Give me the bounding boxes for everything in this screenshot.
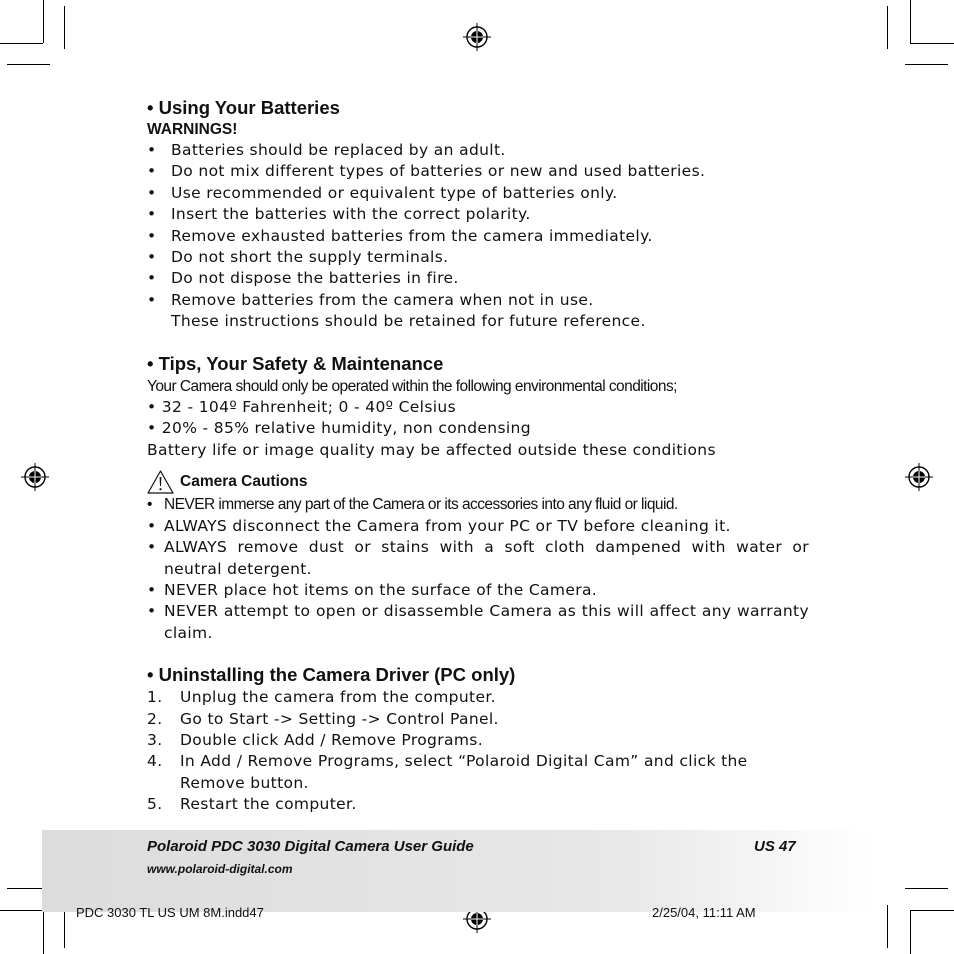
- list-item: • Batteries should be replaced by an adult.: [147, 140, 809, 161]
- step-number: 3.: [147, 730, 163, 749]
- step-text: Restart the computer.: [180, 795, 357, 814]
- warnings-label: WARNINGS!: [147, 121, 238, 138]
- step-number: 5.: [147, 795, 163, 814]
- footer-url: www.polaroid-digital.com: [147, 862, 293, 876]
- list-item: • NEVER place hot items on the surface of the Camera.: [147, 580, 809, 601]
- list-item: • Remove exhausted batteries from the camera immediately.: [147, 226, 809, 247]
- step-number: 4.: [147, 752, 163, 771]
- crop-mark: [887, 905, 888, 948]
- list-item: • Do not short the supply terminals.: [147, 247, 809, 268]
- slug-file: PDC 3030 TL US UM 8M.indd: [76, 905, 250, 920]
- registration-mark-icon: [905, 463, 933, 491]
- footer-guide-title: Polaroid PDC 3030 Digital Camera User Guide: [147, 838, 474, 855]
- step-number: 2.: [147, 709, 163, 728]
- step-text: Double click Add / Remove Programs.: [180, 730, 483, 749]
- list-item: • Use recommended or equivalent type of batteries only.: [147, 183, 809, 204]
- list-item: [147, 709, 809, 730]
- cautions-heading: Camera Cautions: [180, 473, 308, 491]
- warning-triangle-icon: [147, 470, 174, 494]
- crop-mark: [910, 910, 954, 911]
- step-text: Unplug the camera from the computer.: [180, 688, 496, 707]
- crop-mark: [910, 910, 911, 954]
- crop-mark: [64, 6, 65, 49]
- battery-life-note: Battery life or image quality may be affected outside these conditions: [147, 440, 716, 459]
- page-content: [147, 96, 809, 816]
- list-item: • Remove batteries from the camera when not in use.: [147, 290, 809, 311]
- list-item: [147, 751, 809, 794]
- list-item: • ALWAYS remove dust or stains with a soft cloth dampened with water or neutral detergent.: [147, 537, 809, 580]
- retain-note: These instructions should be retained for future reference.: [171, 312, 646, 331]
- list-item: • Do not dispose the batteries in fire.: [147, 268, 809, 289]
- registration-mark-icon: [21, 463, 49, 491]
- slug-timestamp: 2/25/04, 11:11 AM: [652, 905, 756, 920]
- slug-file-name: [76, 905, 264, 920]
- uninstall-section: [147, 663, 809, 815]
- list-item: • Insert the batteries with the correct polarity.: [147, 204, 809, 225]
- crop-mark: [0, 43, 43, 44]
- crop-mark: [43, 0, 44, 43]
- list-item: [147, 730, 809, 751]
- crop-mark: [887, 6, 888, 49]
- crop-mark: [0, 910, 43, 911]
- condition-line: • 32 - 104º Fahrenheit; 0 - 40º Celsius: [147, 398, 457, 417]
- list-item: • Do not mix different types of batteries or new and used batteries.: [147, 161, 809, 182]
- footer-page-number: US 47: [754, 838, 796, 855]
- registration-mark-icon: [463, 23, 491, 51]
- list-item: [147, 687, 809, 708]
- tips-section: [147, 352, 809, 462]
- uninstall-steps: [147, 687, 809, 815]
- list-item: • ALWAYS disconnect the Camera from your PC or TV before cleaning it.: [147, 516, 809, 537]
- tips-intro: Your Camera should only be operated within the following environmental conditions;: [147, 377, 677, 395]
- crop-mark: [910, 43, 954, 44]
- step-text: In Add / Remove Programs, select “Polaroid Digital Cam” and click the Remove button.: [180, 752, 748, 792]
- crop-mark: [905, 64, 948, 65]
- step-text: Go to Start -> Setting -> Control Panel.: [180, 709, 499, 728]
- crop-mark: [910, 0, 911, 43]
- uninstall-heading: • Uninstalling the Camera Driver (PC only): [147, 664, 516, 686]
- cautions-heading-row: [147, 470, 809, 494]
- crop-mark: [7, 64, 50, 65]
- tips-heading: • Tips, Your Safety & Maintenance: [147, 352, 444, 374]
- batteries-section: [147, 96, 809, 333]
- cautions-list: [147, 494, 809, 644]
- list-item: [147, 794, 809, 815]
- crop-mark: [905, 888, 948, 889]
- battery-warnings-list: [147, 140, 809, 311]
- list-item: • NEVER immerse any part of the Camera or its accessories into any fluid or liquid.: [147, 494, 809, 515]
- condition-line: • 20% - 85% relative humidity, non condensing: [147, 419, 531, 438]
- step-number: 1.: [147, 688, 163, 707]
- crop-mark: [43, 910, 44, 954]
- list-item: • NEVER attempt to open or disassemble Camera as this will affect any warranty claim.: [147, 601, 809, 644]
- cautions-section: [147, 470, 809, 644]
- slug-page: 47: [249, 905, 264, 920]
- batteries-heading: • Using Your Batteries: [147, 97, 340, 118]
